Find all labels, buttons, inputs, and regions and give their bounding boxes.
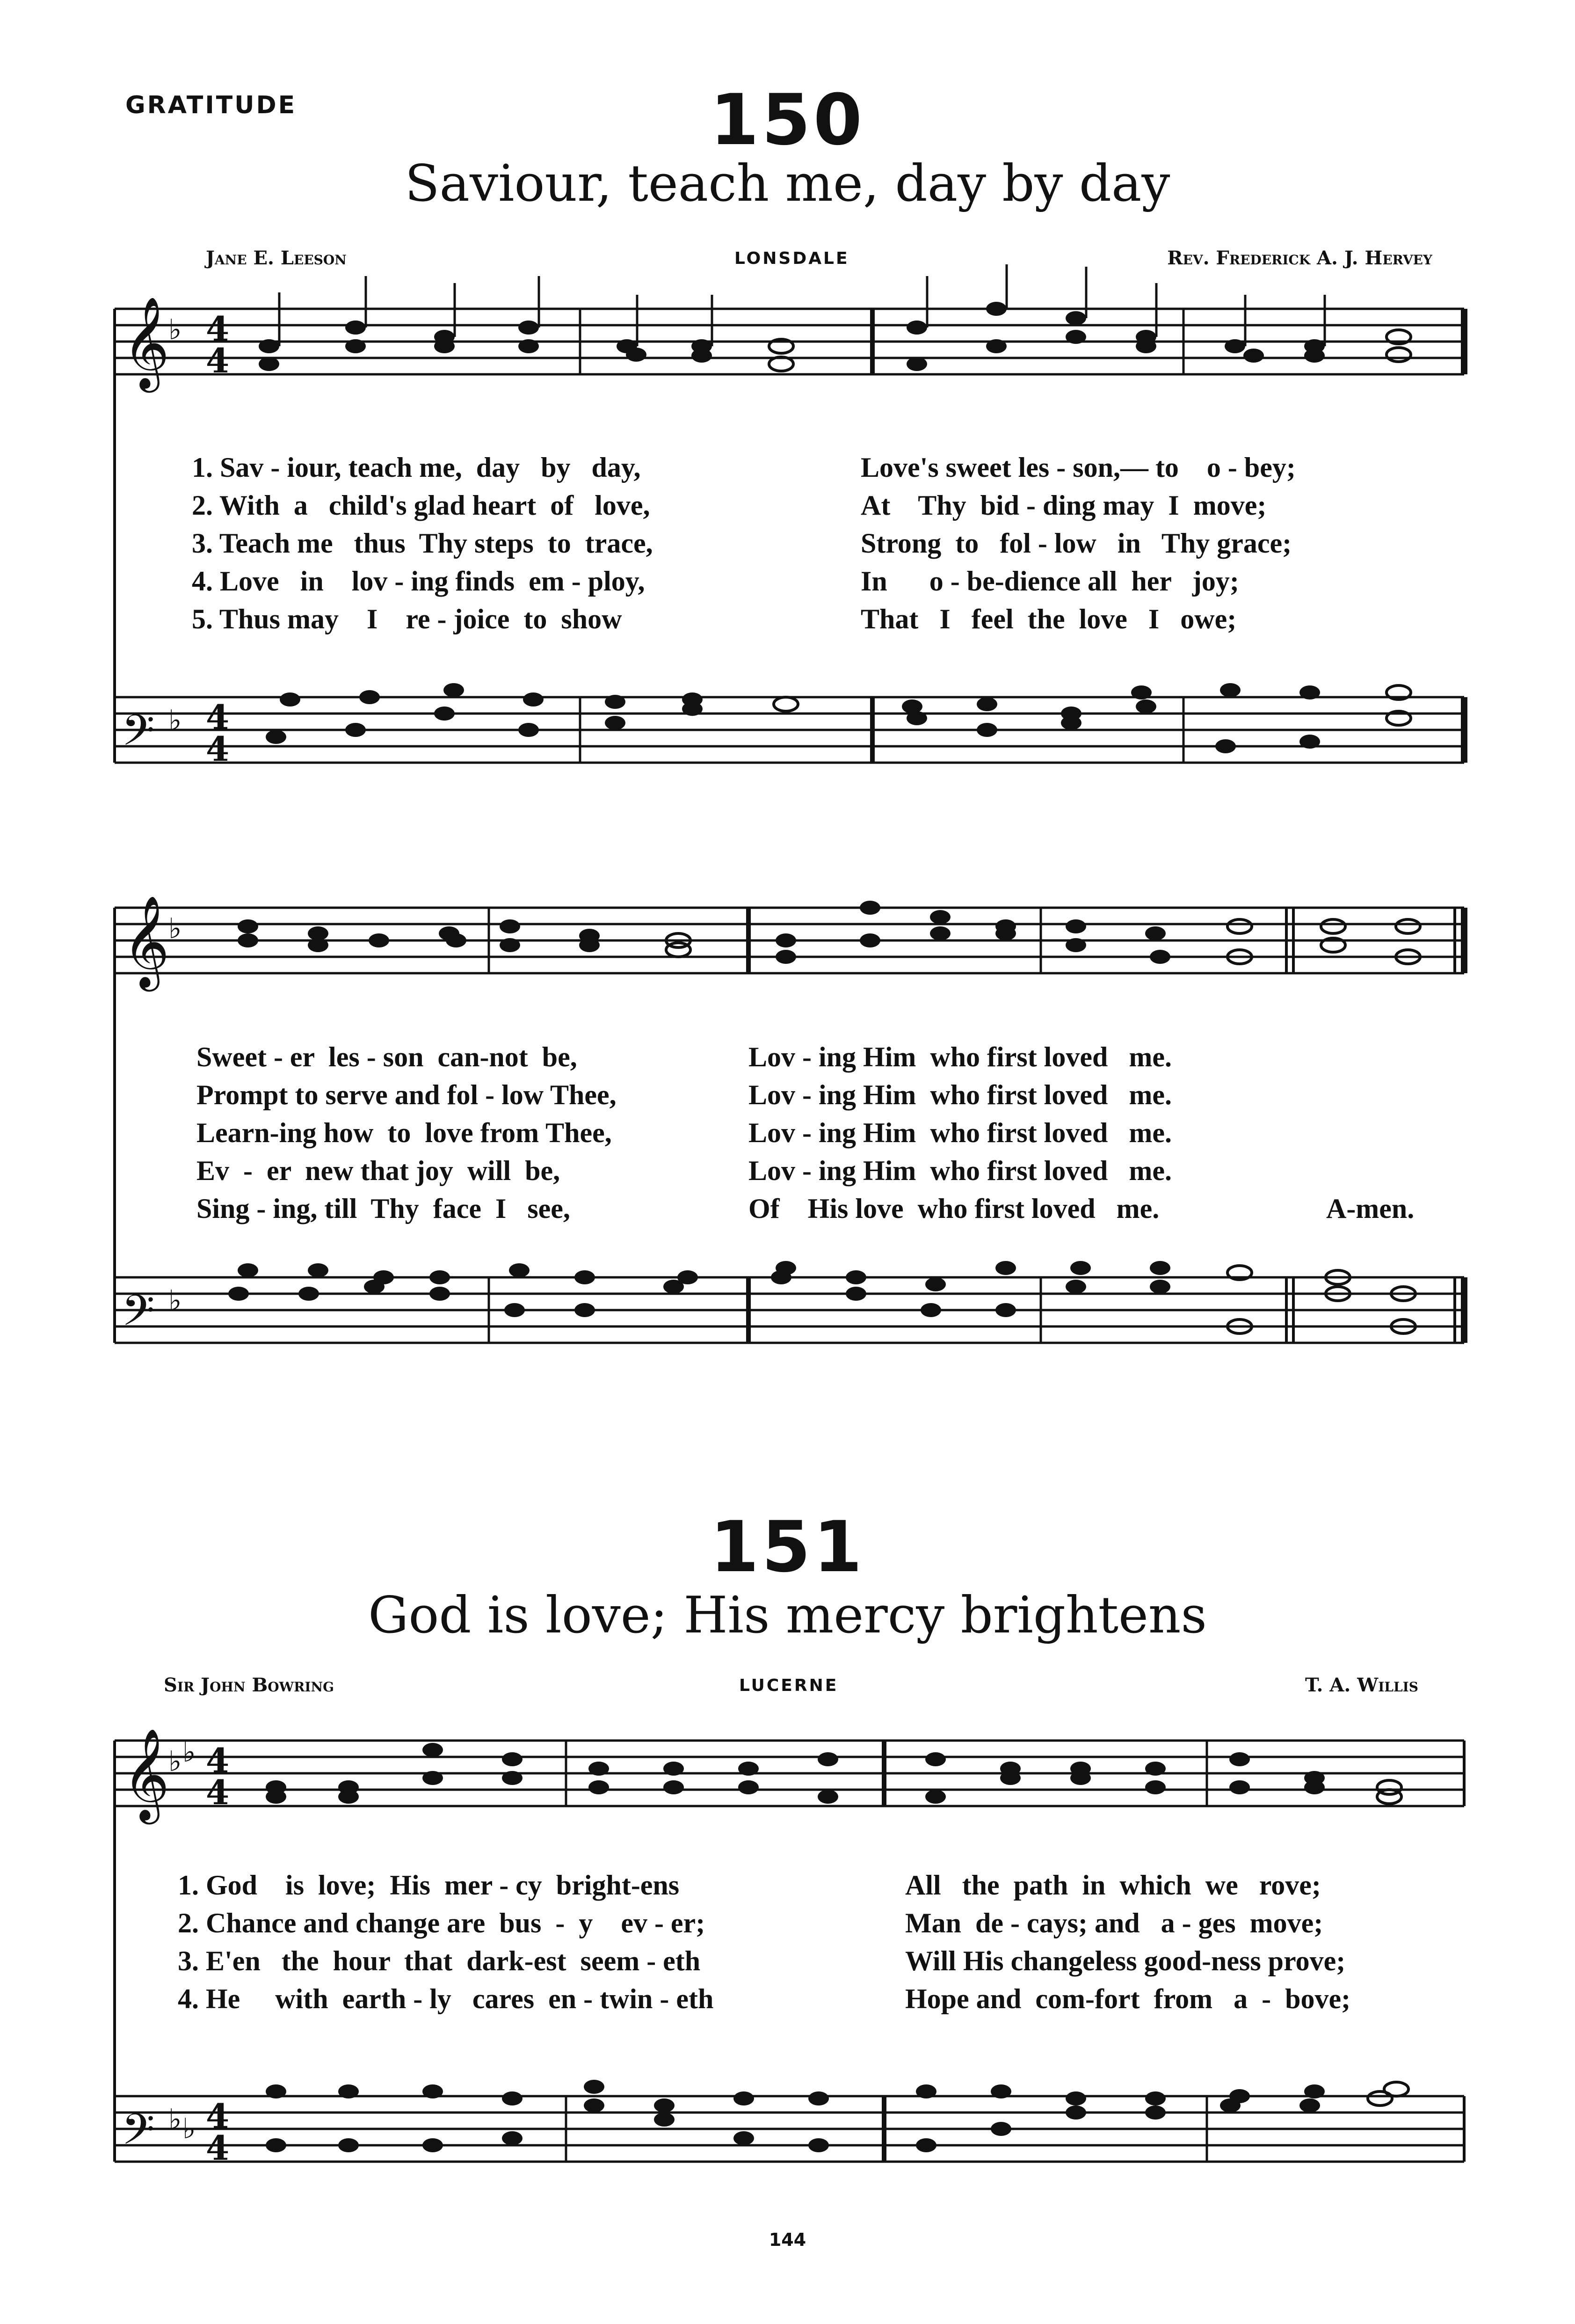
verse-line: Love's sweet les - son,— to o - bey;: [861, 452, 1296, 483]
svg-text:𝄞: 𝄞: [123, 296, 170, 389]
svg-text:♭: ♭: [168, 1284, 182, 1317]
page-number: 144: [769, 2229, 806, 2250]
verse-line: 3. E'en the hour that dark-est seem - eth: [178, 1945, 701, 1976]
verse-line: Lov - ing Him who first loved me.: [748, 1117, 1172, 1148]
verse-line: Lov - ing Him who first loved me.: [748, 1042, 1172, 1072]
svg-text:4: 4: [206, 2128, 230, 2168]
verse-line: All the path in which we rove;: [905, 1870, 1321, 1901]
hymn-number: 150: [710, 80, 865, 161]
verse-line: Prompt to serve and fol - low Thee,: [196, 1079, 617, 1110]
svg-text:4: 4: [206, 697, 230, 737]
verse-line: Of His love who first loved me.: [748, 1193, 1160, 1224]
hymn-title: God is love; His mercy brightens: [368, 1586, 1207, 1645]
verse-line: 4. Love in lov - ing finds em - ploy,: [192, 566, 645, 597]
verse-line: In o - be-dience all her joy;: [861, 566, 1239, 597]
verse-line: Sing - ing, till Thy face I see,: [196, 1193, 570, 1224]
svg-text:𝄞: 𝄞: [123, 895, 170, 988]
svg-text:♭: ♭: [168, 2103, 182, 2136]
tune-name: LUCERNE: [739, 1676, 839, 1695]
svg-text:♭: ♭: [168, 912, 182, 945]
verse-line: 3. Teach me thus Thy steps to trace,: [192, 528, 653, 559]
verse-line: 2. With a child's glad heart of love,: [192, 490, 650, 521]
verse-line: Lov - ing Him who first loved me.: [748, 1155, 1172, 1186]
verse-line: 1. Sav - iour, teach me, day by day,: [192, 452, 641, 483]
verse-line: Hope and com-fort from a - bove;: [905, 1983, 1351, 2014]
composer-credit: Rev. Frederick A. J. Hervey: [1167, 247, 1432, 269]
amen-text: A-men.: [1326, 1193, 1415, 1224]
verse-line: Learn-ing how to love from Thee,: [196, 1117, 612, 1148]
verse-line: Will His changeless good-ness prove;: [905, 1945, 1346, 1976]
composer-credit: T. A. Willis: [1305, 1674, 1418, 1696]
verse-line: Lov - ing Him who first loved me.: [748, 1079, 1172, 1110]
verse-line: Ev - er new that joy will be,: [196, 1155, 560, 1186]
svg-text:𝄢: 𝄢: [122, 706, 155, 765]
hymn-number: 151: [710, 1507, 865, 1588]
svg-text:♭: ♭: [182, 1736, 196, 1769]
lyricist-credit: Jane E. Leeson: [206, 247, 347, 269]
svg-text:4: 4: [206, 1741, 230, 1780]
svg-text:𝄢: 𝄢: [122, 2105, 155, 2164]
svg-text:4: 4: [206, 1772, 230, 1812]
verse-line: 5. Thus may I re - joice to show: [192, 604, 622, 634]
verse-line: Sweet - er les - son can-not be,: [196, 1042, 577, 1072]
svg-text:4: 4: [206, 2096, 230, 2136]
verse-block-150-a: [192, 452, 653, 641]
svg-text:♭: ♭: [182, 2113, 196, 2145]
verse-line: 1. God is love; His mer - cy bright-ens: [178, 1870, 680, 1901]
verse-line: Strong to fol - low in Thy grace;: [861, 528, 1292, 559]
svg-text:♭: ♭: [168, 704, 182, 737]
svg-text:4: 4: [206, 309, 230, 349]
hymn-title: Saviour, teach me, day by day: [405, 154, 1170, 213]
svg-text:4: 4: [206, 341, 230, 380]
lyricist-credit: Sir John Bowring: [164, 1674, 334, 1696]
verse-block-150-d: [748, 1041, 1172, 1231]
svg-text:♭: ♭: [168, 1745, 182, 1778]
verse-block-151-b: [905, 1869, 1350, 2021]
verse-line: At Thy bid - ding may I move;: [861, 490, 1267, 521]
verse-line: That I feel the love I owe;: [861, 604, 1237, 634]
svg-text:♭: ♭: [168, 313, 182, 346]
verse-line: 2. Chance and change are bus - y ev - er;: [178, 1908, 705, 1938]
section-label: GRATITUDE: [125, 91, 297, 119]
svg-text:4: 4: [206, 729, 230, 769]
svg-text:𝄢: 𝄢: [122, 1286, 155, 1346]
svg-text:𝄞: 𝄞: [123, 1728, 170, 1821]
tune-name: LONSDALE: [734, 249, 849, 268]
verse-line: Man de - cays; and a - ges move;: [905, 1908, 1323, 1938]
verse-line: 4. He with earth - ly cares en - twin - eth: [178, 1983, 714, 2014]
verse-block-151-a: [178, 1869, 713, 2021]
verse-block-150-c: [196, 1041, 617, 1231]
verse-block-150-b: [861, 452, 1296, 641]
